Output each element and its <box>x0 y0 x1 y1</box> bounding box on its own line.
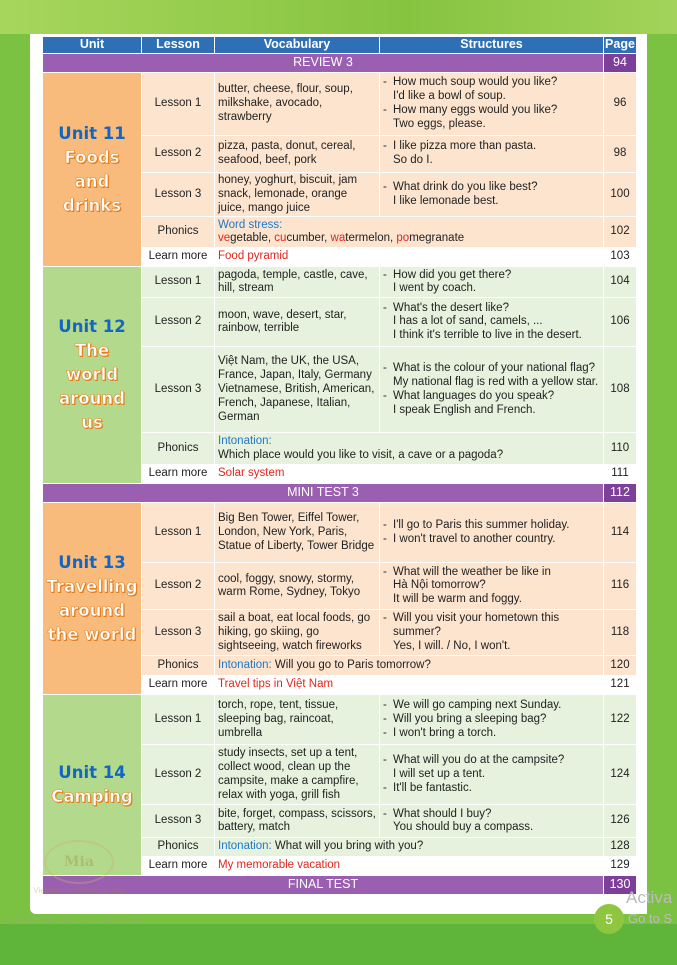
header-structures: Structures <box>380 37 604 54</box>
u14-lm-text: My memorable vacation <box>215 857 604 876</box>
u12-lm-page: 111 <box>604 465 637 484</box>
u11-l1-vocab: butter, cheese, flour, soup, milkshake, avocado, strawberry <box>215 73 380 136</box>
u12-ph-content: Intonation: Which place would you like to visit, a cave or a pagoda? <box>215 433 604 465</box>
header-vocabulary: Vocabulary <box>215 37 380 54</box>
mini-test-label: MINI TEST 3 <box>43 484 604 503</box>
u14-lesson1-row <box>43 695 637 745</box>
u12-l1-lesson: Lesson 1 <box>142 267 215 298</box>
page-number-badge: 5 <box>594 904 624 934</box>
u11-lm-page: 103 <box>604 248 637 267</box>
u12-l3-page: 108 <box>604 347 637 433</box>
u11-ph-lesson: Phonics <box>142 217 215 248</box>
header-row <box>43 37 637 54</box>
u14-l1-lesson: Lesson 1 <box>142 695 215 745</box>
u13-number: Unit 13 <box>58 552 126 572</box>
u14-ph-lesson: Phonics <box>142 838 215 857</box>
u13-lesson1-row <box>43 503 637 563</box>
mini-test-row <box>43 484 637 503</box>
u13-l1-structures: - I'll go to Paris this summer holiday. - I won't travel to another country. <box>380 503 604 563</box>
u13-l3-lesson: Lesson 3 <box>142 610 215 656</box>
u12-ph-page: 110 <box>604 433 637 465</box>
u14-lm-page: 129 <box>604 857 637 876</box>
u11-name: Foods and drinks <box>62 147 122 215</box>
final-test-page: 130 <box>604 876 637 895</box>
u14-l3-lesson: Lesson 3 <box>142 805 215 838</box>
u14-l1-vocab: torch, rope, tent, tissue, sleeping bag, raincoat, umbrella <box>215 695 380 745</box>
u11-l2-lesson: Lesson 2 <box>142 136 215 173</box>
u13-l1-lesson: Lesson 1 <box>142 503 215 563</box>
u13-l2-lesson: Lesson 2 <box>142 563 215 610</box>
u12-l2-structures: - What's the desert like? I has a lot of sand, camels, ... I think it's terrible to live in the desert. <box>380 298 604 347</box>
u13-l3-structures: - Will you visit your hometown this summer? Yes, I will. / No, I won't. <box>380 610 604 656</box>
u13-l1-page: 114 <box>604 503 637 563</box>
u11-l3-structures: - What drink do you like best? I like lemonade best. <box>380 173 604 217</box>
u14-name: Camping <box>51 787 133 807</box>
u12-l1-structures: - How did you get there? I went by coach. <box>380 267 604 298</box>
u14-number: Unit 14 <box>58 763 126 783</box>
u11-l3-lesson: Lesson 3 <box>142 173 215 217</box>
activate-windows-text: Activa <box>626 888 673 907</box>
u11-number: Unit 11 <box>58 123 126 143</box>
u13-title <box>43 503 142 695</box>
u14-l3-vocab: bite, forget, compass, scissors, battery, match <box>215 805 380 838</box>
u11-l2-page: 98 <box>604 136 637 173</box>
u14-lm-lesson: Learn more <box>142 857 215 876</box>
u11-l3-page: 100 <box>604 173 637 217</box>
u13-l2-structures: - What will the weather be like in Hà Nội tomorrow? It will be warm and foggy. <box>380 563 604 610</box>
u12-l3-vocab: Việt Nam, the UK, the USA, France, Japan, Italy, Germany Vietnamese, British, American, French, Japanese, Italian, German <box>215 347 380 433</box>
u13-ph-content: Intonation: Will you go to Paris tomorrow? <box>215 656 604 676</box>
watermark-logo: Mia Vietnam Professional Box FILE KHÔNG DÙNG IN ẤN SÁCH <box>14 840 144 910</box>
u13-l2-vocab: cool, foggy, snowy, stormy, warm Rome, Sydney, Tokyo <box>215 563 380 610</box>
u11-ph-content: Word stress: vegetable, cucumber, watermelon, pomegranate <box>215 217 604 248</box>
u11-l1-page: 96 <box>604 73 637 136</box>
activate-windows-link[interactable]: Go to S <box>628 911 673 926</box>
u11-l1-lesson: Lesson 1 <box>142 73 215 136</box>
u13-l3-vocab: sail a boat, eat local foods, go hiking, go skiing, go sightseeing, watch fireworks <box>215 610 380 656</box>
u14-l2-structures: - What will you do at the campsite? I will set up a tent. - It'll be fantastic. <box>380 745 604 805</box>
u14-ph-page: 128 <box>604 838 637 857</box>
review-label: REVIEW 3 <box>43 54 604 73</box>
u11-l2-vocab: pizza, pasta, donut, cereal, seafood, beef, pork <box>215 136 380 173</box>
u14-l3-page: 126 <box>604 805 637 838</box>
u13-lm-text: Travel tips in Việt Nam <box>215 676 604 695</box>
review-row <box>43 54 637 73</box>
u12-number: Unit 12 <box>58 317 126 337</box>
u11-lm-lesson: Learn more <box>142 248 215 267</box>
u12-ph-lesson: Phonics <box>142 433 215 465</box>
u12-lesson1-row <box>43 267 637 298</box>
u12-name: The world around us <box>59 341 125 433</box>
header-lesson: Lesson <box>142 37 215 54</box>
u11-lesson1-row <box>43 73 637 136</box>
top-border-band <box>0 0 677 34</box>
contents-table <box>42 36 637 895</box>
u13-lm-page: 121 <box>604 676 637 695</box>
u14-l1-structures: - We will go camping next Sunday. - Will you bring a sleeping bag? - I won't bring a torch. <box>380 695 604 745</box>
u14-l2-vocab: study insects, set up a tent, collect wood, clean up the campsite, make a campfire, relax with yoga, grill fish <box>215 745 380 805</box>
u13-ph-lesson: Phonics <box>142 656 215 676</box>
u12-l2-page: 106 <box>604 298 637 347</box>
u13-l2-page: 116 <box>604 563 637 610</box>
u12-l2-vocab: moon, wave, desert, star, rainbow, terrible <box>215 298 380 347</box>
u11-ph-page: 102 <box>604 217 637 248</box>
u11-l2-structures: - I like pizza more than pasta. So do I. <box>380 136 604 173</box>
u14-ph-content: Intonation: What will you bring with you? <box>215 838 604 857</box>
u11-l3-vocab: honey, yoghurt, biscuit, jam snack, lemonade, orange juice, mango juice <box>215 173 380 217</box>
u12-l1-vocab: pagoda, temple, castle, cave, hill, stream <box>215 267 380 298</box>
u12-l3-lesson: Lesson 3 <box>142 347 215 433</box>
u12-lm-lesson: Learn more <box>142 465 215 484</box>
u11-l1-structures: - How much soup would you like? I'd like a bowl of soup. - How many eggs would you like? Two eggs, please. <box>380 73 604 136</box>
u11-lm-text: Food pyramid <box>215 248 604 267</box>
u12-title <box>43 267 142 484</box>
u14-l3-structures: - What should I buy? You should buy a compass. <box>380 805 604 838</box>
mini-test-page: 112 <box>604 484 637 503</box>
u13-name: Travelling around the world <box>46 576 138 644</box>
review-page: 94 <box>604 54 637 73</box>
u14-l1-page: 122 <box>604 695 637 745</box>
final-test-label: FINAL TEST <box>43 876 604 895</box>
u13-l1-vocab: Big Ben Tower, Eiffel Tower, London, New York, Paris, Statue of Liberty, Tower Bridge <box>215 503 380 563</box>
u14-l2-lesson: Lesson 2 <box>142 745 215 805</box>
u12-l3-structures: - What is the colour of your national flag? My national flag is red with a yellow star. - What languages do you speak? I speak English and French. <box>380 347 604 433</box>
bottom-border-band <box>0 924 677 965</box>
u13-l3-page: 118 <box>604 610 637 656</box>
u14-l2-page: 124 <box>604 745 637 805</box>
u12-l1-page: 104 <box>604 267 637 298</box>
header-unit: Unit <box>43 37 142 54</box>
u12-l2-lesson: Lesson 2 <box>142 298 215 347</box>
u11-title <box>43 73 142 267</box>
u13-ph-page: 120 <box>604 656 637 676</box>
u12-lm-text: Solar system <box>215 465 604 484</box>
header-page: Page <box>604 37 637 54</box>
u13-lm-lesson: Learn more <box>142 676 215 695</box>
